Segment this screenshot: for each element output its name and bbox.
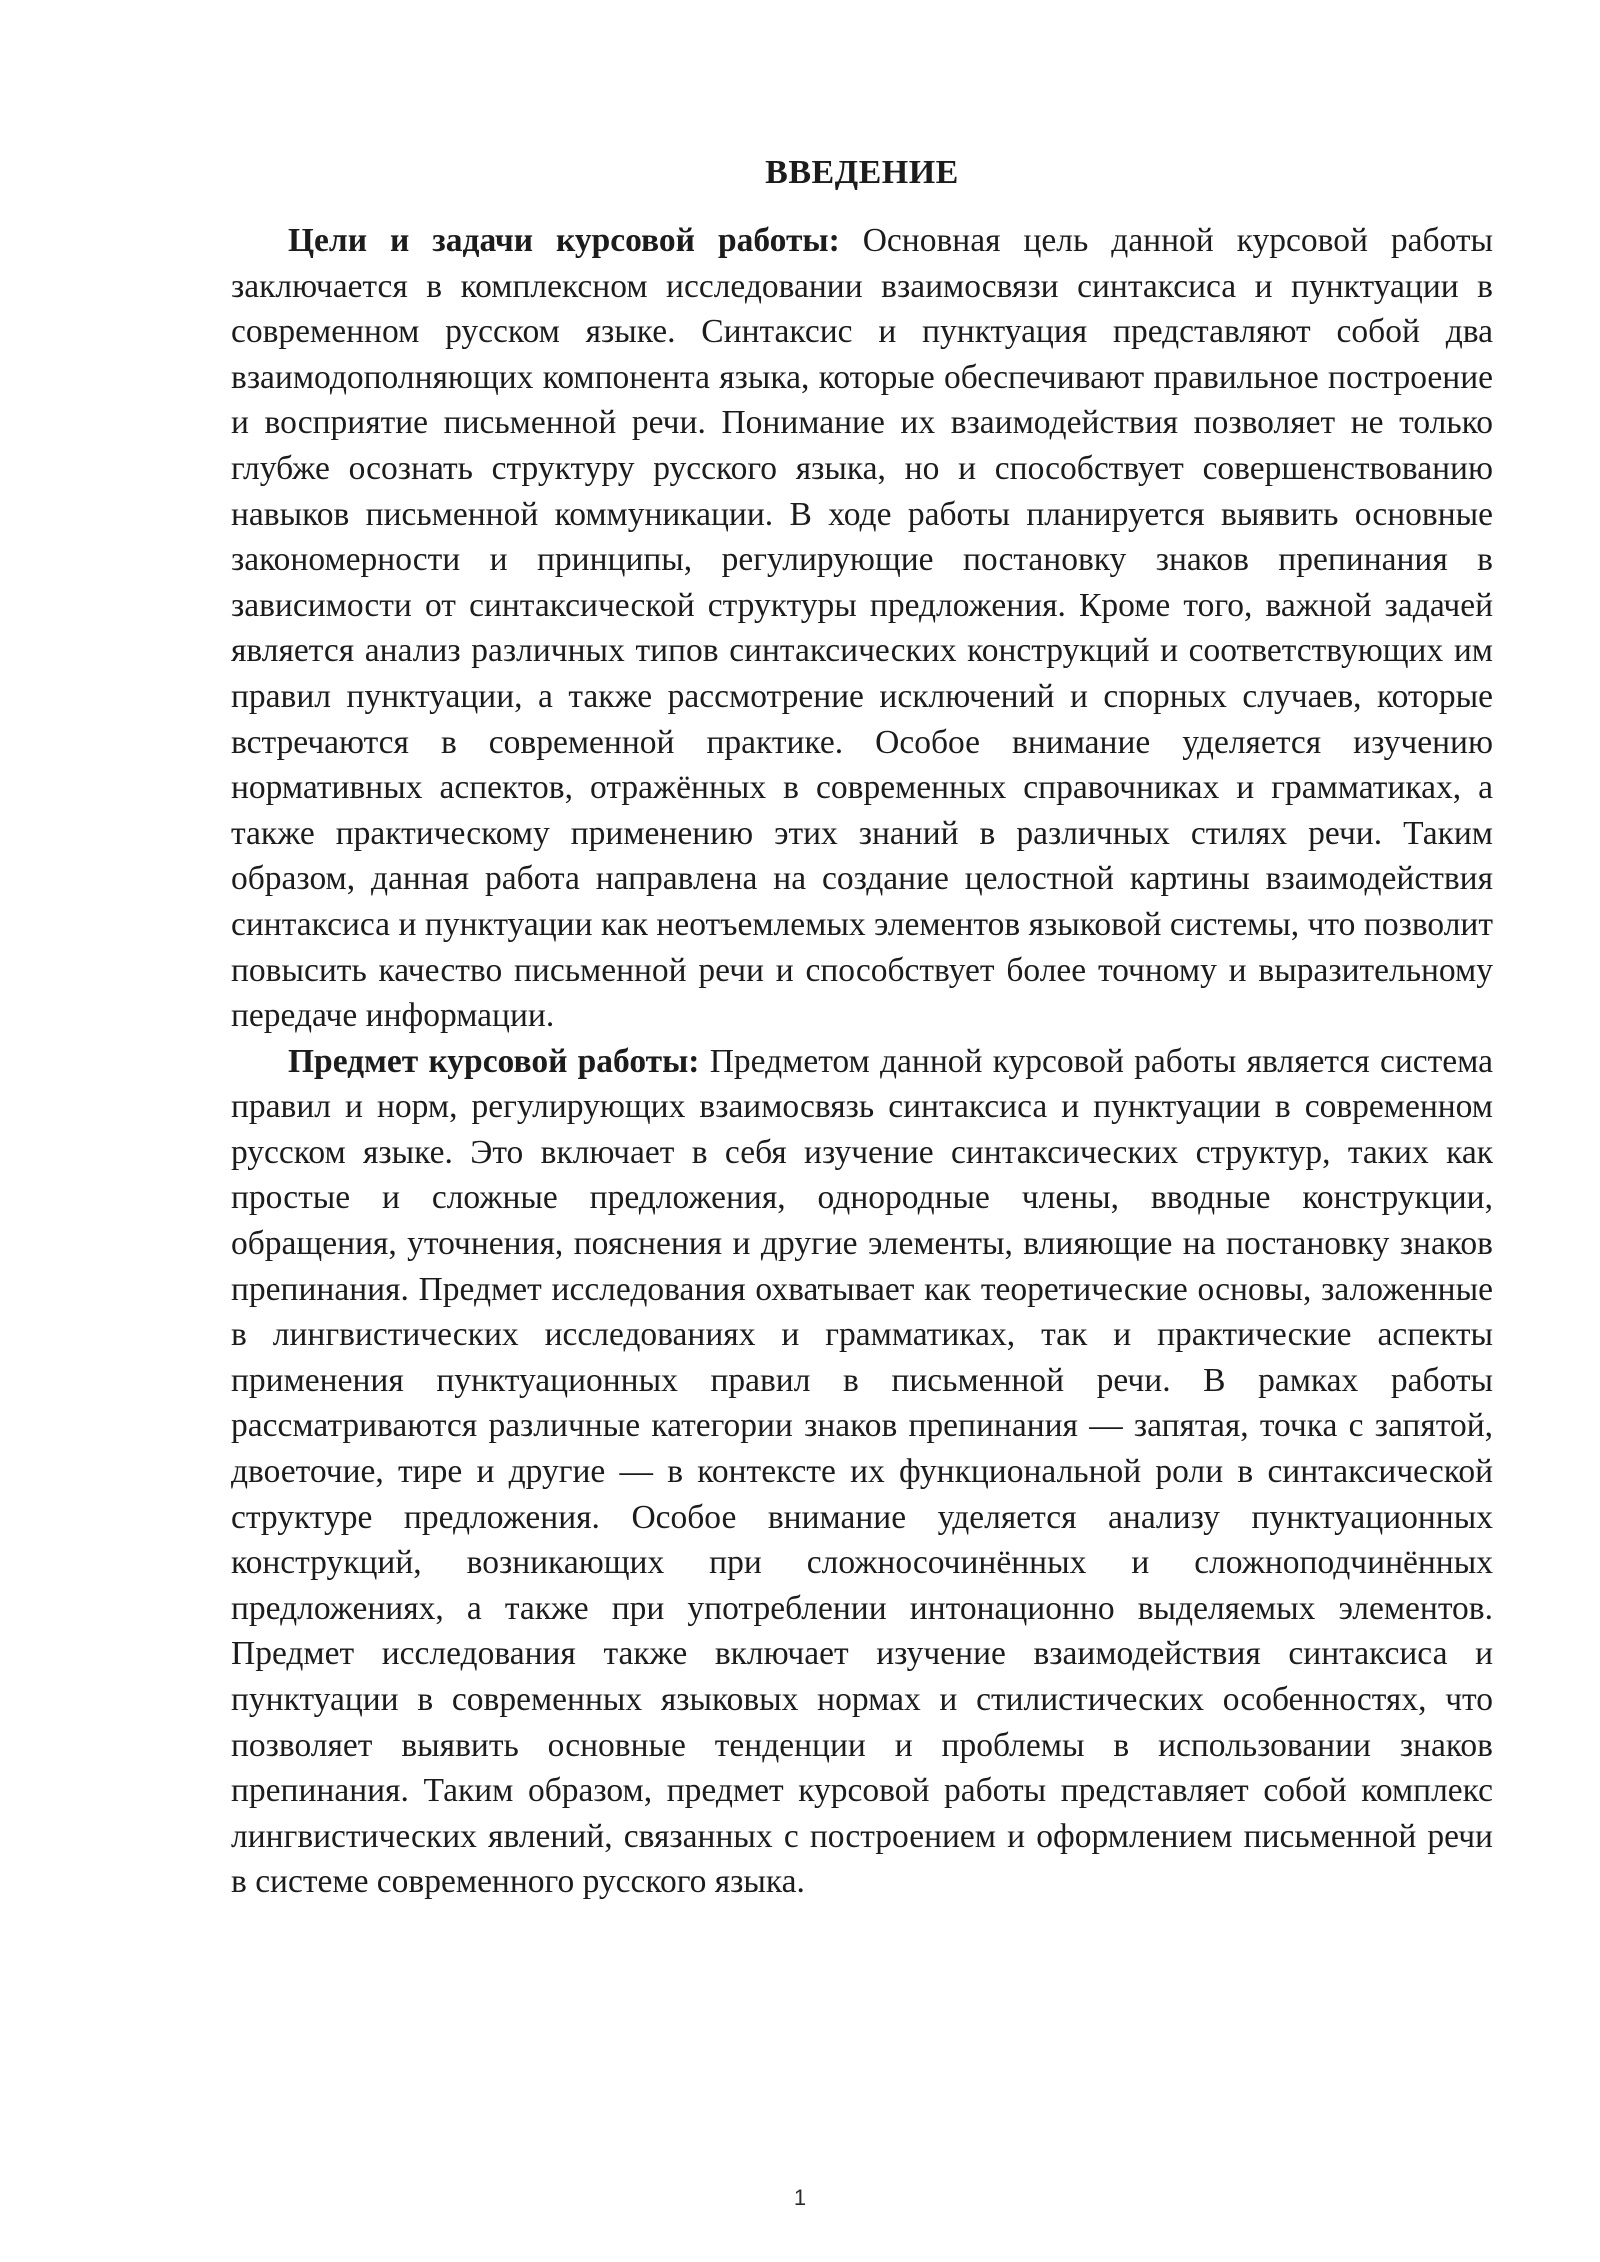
section-goals-paragraph bbox=[231, 218, 1493, 1039]
page-number: 1 bbox=[793, 2185, 807, 2210]
page-content bbox=[231, 150, 1493, 1905]
section-goals-text: Основная цель данной курсовой работы заключается в комплексном исследовании взаимосвязи синтаксиса и пунктуации в современном русском языке. Синтаксис и пунктуация представляют собой два взаимодополняющих компонента языка, которые обеспечивают правильное построение и восприятие письменной речи. Понимание их взаимодействия позволяет не только глубже осознать структуру русского языка, но и способствует совершенствованию навыков письменной коммуникации. В ходе работы планируется выявить основные закономерности и принципы, регулирующие постановку знаков препинания в зависимости от синтаксической структуры предложения. Кроме того, важной задачей является анализ различных типов синтаксических конструкций и соответствующих им правил пунктуации, а также рассмотрение исключений и спорных случаев, которые встречаются в современной практике. Особое внимание уделяется изучению нормативных аспектов, отражённых в современных справочниках и грамматиках, а также практическому применению этих знаний в различных стилях речи. Таким образом, данная работа направлена на создание целостной картины взаимодействия синтаксиса и пунктуации как неотъемлемых элементов языковой системы, что позволит повысить качество письменной речи и способствует более точному и выразительному передаче информации. bbox=[231, 222, 1494, 1035]
page-title: ВВЕДЕНИЕ bbox=[765, 154, 959, 191]
section-subject-paragraph bbox=[231, 1039, 1493, 1905]
section-subject-heading: Предмет курсовой работы: bbox=[288, 1042, 700, 1080]
section-subject-text: Предметом данной курсовой работы является система правил и норм, регулирующих взаимосвязь синтаксиса и пунктуации в современном русском языке. Это включает в себя изучение синтаксических структур, таких как простые и сложные предложения, однородные члены, вводные конструкции, обращения, уточнения, пояснения и другие элементы, влияющие на постановку знаков препинания. Предмет исследования охватывает как теоретические основы, заложенные в лингвистических исследованиях и грамматиках, так и практические аспекты применения пунктуационных правил в письменной речи. В рамках работы рассматриваются различные категории знаков препинания — запятая, точка с запятой, двоеточие, тире и другие — в контексте их функциональной роли в синтаксической структуре предложения. Особое внимание уделяется анализу пунктуационных конструкций, возникающих при сложносочинённых и сложноподчинённых предложениях, а также при употреблении интонационно выделяемых элементов. Предмет исследования также включает изучение взаимодействия синтаксиса и пунктуации в современных языковых нормах и стилистических особенностях, что позволяет выявить основные тенденции и проблемы в использовании знаков препинания. Таким образом, предмет курсовой работы представляет собой комплекс лингвистических явлений, связанных с построением и оформлением письменной речи в системе современного русского языка. bbox=[231, 1042, 1493, 1901]
section-goals-heading: Цели и задачи курсовой работы: bbox=[288, 222, 840, 259]
